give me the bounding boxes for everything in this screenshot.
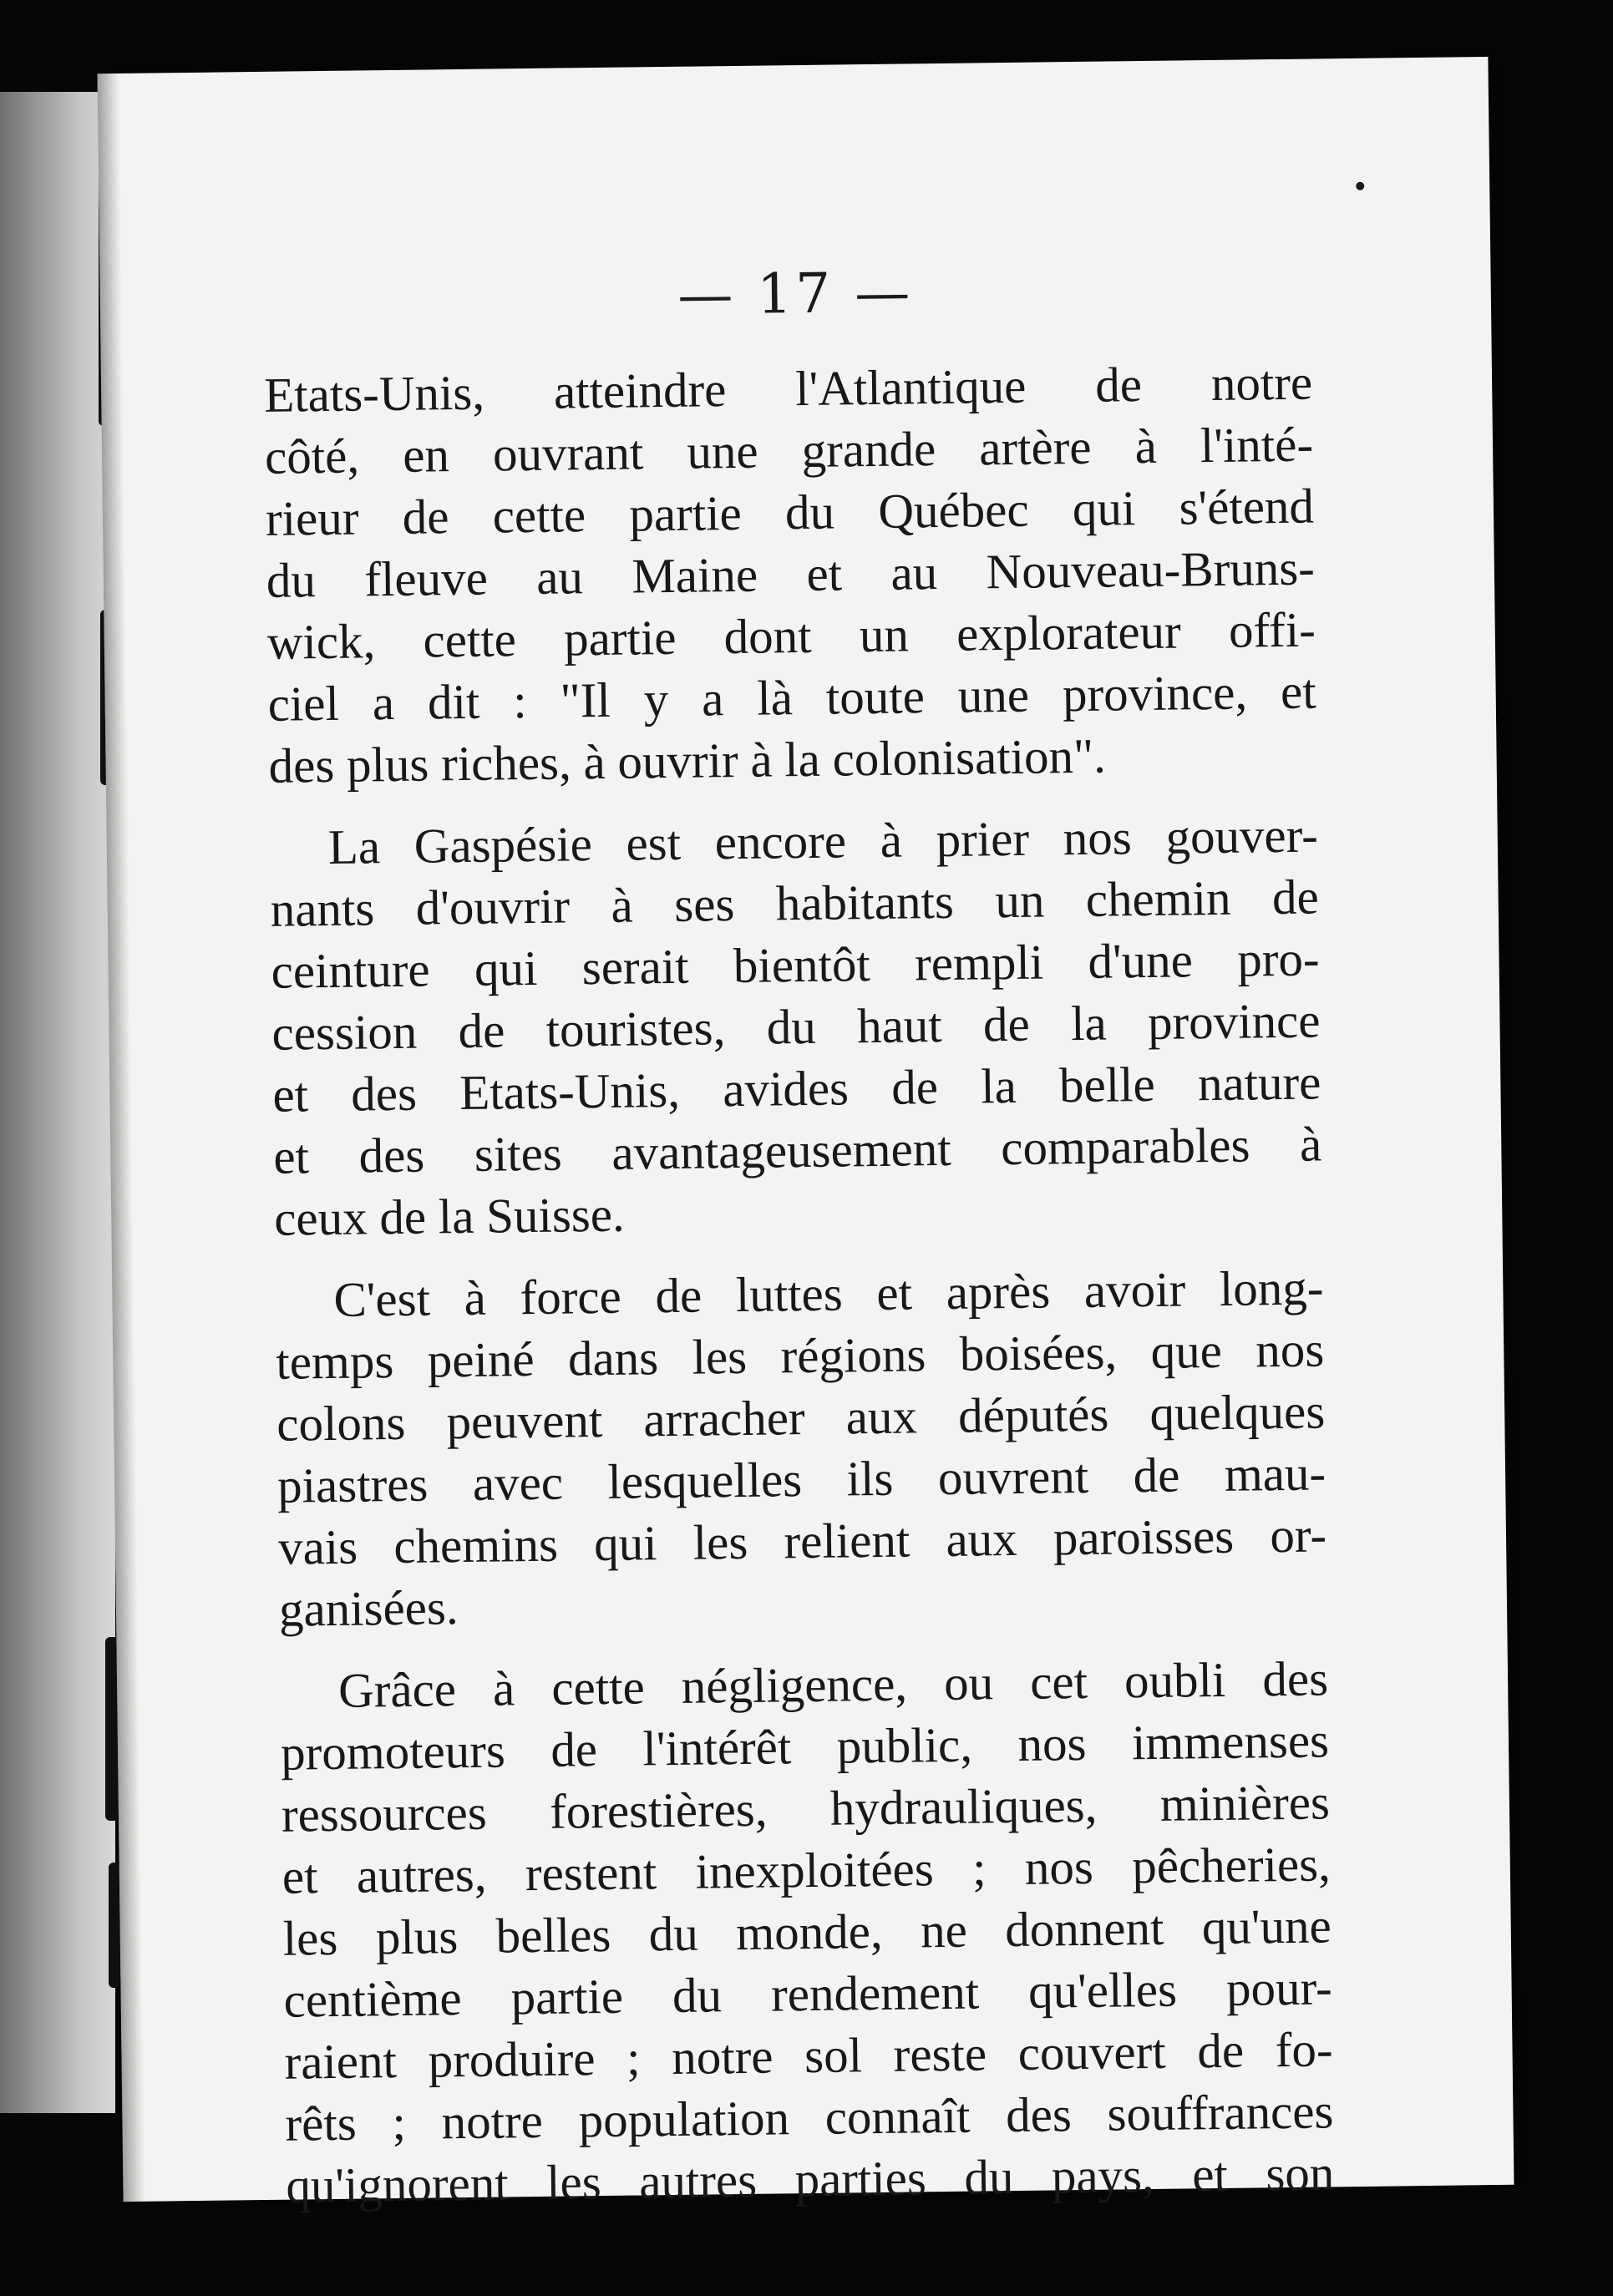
text-line: ciel a dit : "Il y a là toute une province, et: [267, 663, 1317, 732]
paragraph: [280, 1647, 1335, 2216]
text-line: des plus riches, à ouvrir à la colonisation".: [268, 727, 1107, 793]
text-line: Grâce à cette négligence, ou cet oubli des: [337, 1650, 1329, 1718]
text-line: wick, cette partie dont un explorateur offi-: [266, 601, 1316, 670]
text-line: temps peiné dans les régions boisées, que nos: [275, 1321, 1325, 1390]
body-text: [264, 352, 1335, 2217]
text-line: et autres, restent inexploitées ; nos pêcheries,: [282, 1836, 1331, 1904]
paragraph: [275, 1256, 1327, 1640]
text-line: La Gaspésie est encore à prier nos gouver-: [327, 807, 1319, 874]
text-line: raient produire ; notre sol reste couvert de fo-: [284, 2021, 1333, 2090]
page-number: — 17 —: [677, 260, 914, 327]
text-line: ceinture qui serait bientôt rempli d'une pro-: [271, 930, 1320, 999]
text-line: Etats-Unis, atteindre l'Atlantique de notre: [263, 354, 1313, 423]
paragraph: [264, 352, 1317, 797]
text-line: centième partie du rendement qu'elles pour-: [283, 1959, 1333, 2028]
text-line: promoteurs de l'intérêt public, nos immenses: [280, 1712, 1330, 1781]
paragraph: [269, 803, 1322, 1249]
text-line: du fleuve au Maine et au Nouveau-Bruns-: [266, 540, 1316, 608]
text-line: et des Etats-Unis, avides de la belle nature: [272, 1054, 1321, 1123]
text-line: et des sites avantageusement comparables à: [272, 1116, 1322, 1184]
ink-speck: [1356, 182, 1364, 190]
text-line: ressources forestières, hydrauliques, minières: [281, 1774, 1331, 1842]
text-line: piastres avec lesquelles ils ouvrent de mau-: [276, 1445, 1326, 1513]
binding-thread-mark: [109, 1863, 120, 1988]
book-page: [97, 57, 1514, 2213]
text-line: rêts ; notre population connaît des souffrances: [285, 2083, 1334, 2152]
text-line: les plus belles du monde, ne donnent qu'une: [282, 1898, 1332, 1966]
text-line: vais chemins qui les relient aux paroisses or-: [277, 1507, 1327, 1575]
text-line: C'est à force de luttes et après avoir long-: [333, 1260, 1324, 1327]
text-line: côté, en ouvrant une grande artère à l'inté-: [264, 416, 1314, 484]
text-line: colons peuvent arracher aux députés quelques: [276, 1383, 1326, 1452]
facing-page-edge: [0, 92, 115, 2113]
text-line: ceux de la Suisse.: [273, 1186, 626, 1246]
text-line: rieur de cette partie du Québec qui s'étend: [265, 478, 1315, 546]
text-line: cession de touristes, du haut de la province: [271, 992, 1321, 1061]
text-line: nants d'ouvrir à ses habitants un chemin de: [270, 869, 1320, 937]
text-line: ganisées.: [278, 1579, 459, 1637]
text-line: qu'ignorent les autres parties du pays, et son: [286, 2145, 1335, 2213]
